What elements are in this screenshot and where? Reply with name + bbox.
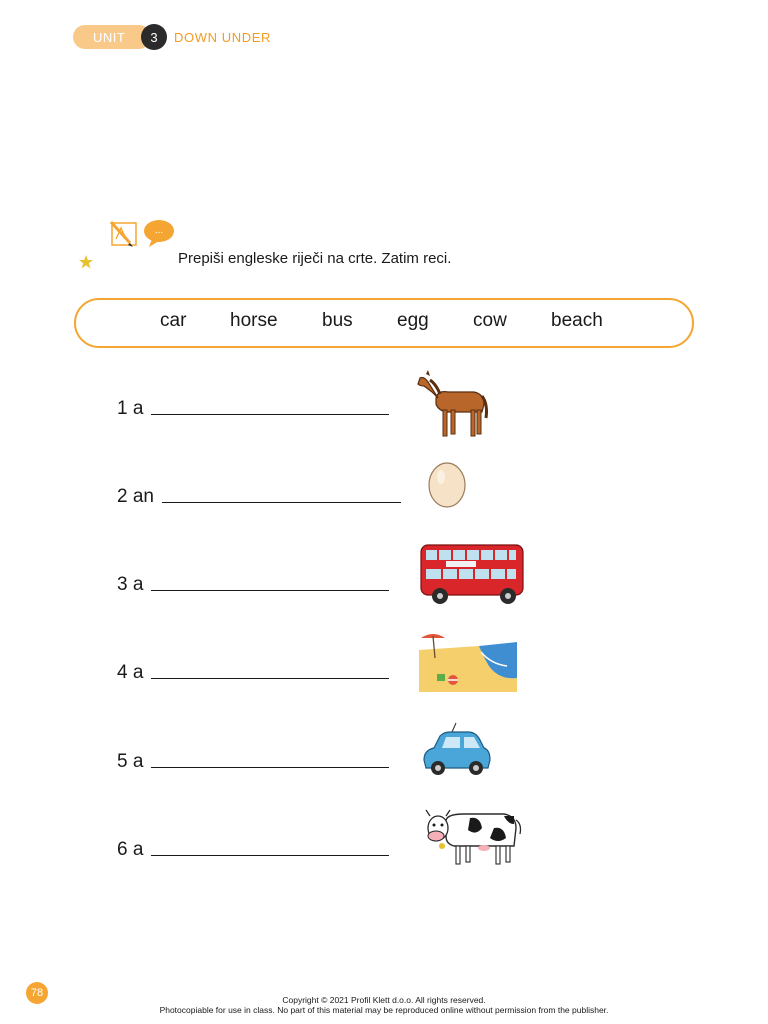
egg-picture: [426, 459, 468, 509]
bus-picture: [418, 542, 526, 606]
star-icon: [79, 255, 93, 269]
copyright-text: Copyright © 2021 Profil Klett d.o.o. All rights reserved.: [282, 995, 486, 1005]
unit-title: DOWN UNDER: [174, 29, 271, 45]
unit-header: [73, 25, 271, 49]
answer-line[interactable]: [162, 502, 401, 503]
exercise-icons: [108, 219, 178, 256]
horse-picture: [416, 368, 490, 440]
item-number: 3 a: [117, 574, 144, 595]
word-bank-item: bus: [322, 310, 353, 331]
instruction-text: Prepiši engleske riječi na crte. Zatim reci.: [178, 250, 452, 267]
unit-number: 3: [141, 24, 167, 50]
speech-bubble-icon: [142, 219, 176, 249]
beach-picture: [419, 630, 517, 692]
car-picture: [420, 722, 492, 780]
unit-label: UNIT: [73, 25, 151, 49]
photocopy-notice: Photocopiable for use in class. No part of this material may be reproduced online without permission from the publisher.: [159, 1005, 609, 1015]
item-number: 5 a: [117, 751, 144, 772]
answer-line[interactable]: [151, 590, 389, 591]
word-bank-item: horse: [230, 310, 278, 331]
answer-line[interactable]: [151, 678, 389, 679]
item-number: 1 a: [117, 398, 144, 419]
item-number: 6 a: [117, 839, 144, 860]
svg-text:...: ...: [154, 225, 164, 236]
cow-picture: [424, 806, 524, 868]
answer-line[interactable]: [151, 767, 389, 768]
answer-line[interactable]: [151, 855, 389, 856]
word-bank-item: egg: [397, 310, 429, 331]
page-number: 78: [26, 982, 48, 1004]
word-bank-item: beach: [551, 310, 603, 331]
item-number: 4 a: [117, 662, 144, 683]
item-number: 2 an: [117, 486, 154, 507]
word-bank-item: cow: [473, 310, 507, 331]
word-bank-item: car: [160, 310, 187, 331]
answer-line[interactable]: [151, 414, 389, 415]
